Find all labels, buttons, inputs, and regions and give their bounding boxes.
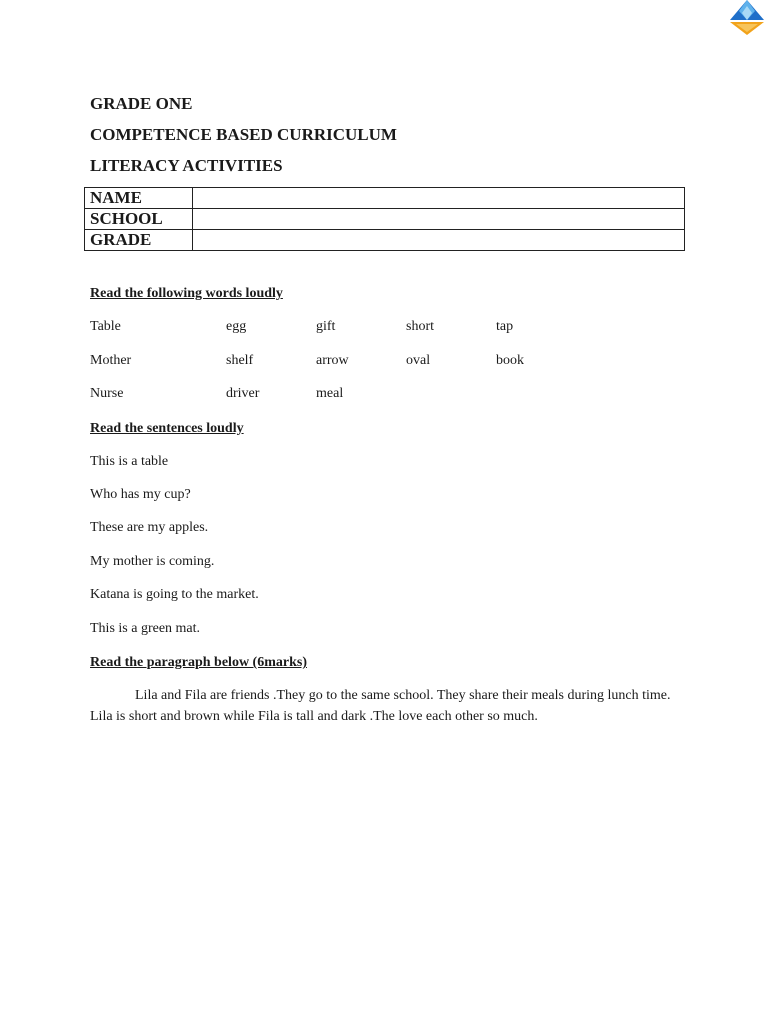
- info-value-grade[interactable]: [193, 230, 685, 251]
- sentence: Katana is going to the market.: [90, 587, 259, 602]
- word: Table: [90, 319, 121, 334]
- heading-curriculum: COMPETENCE BASED CURRICULUM: [90, 125, 397, 144]
- word: oval: [406, 353, 431, 368]
- reading-paragraph: Lila and Fila are friends .They go to the same school. They share their meals during lunch time. Lila is short and brown while Fila is tall and dark .The love each other so much.: [90, 688, 671, 724]
- word: meal: [316, 386, 344, 401]
- word: Nurse: [90, 386, 124, 401]
- word: driver: [226, 386, 260, 401]
- sentence: This is a table: [90, 454, 169, 469]
- sentence: These are my apples.: [90, 520, 209, 535]
- info-label-school: SCHOOL: [85, 209, 193, 230]
- sentences-section-title: Read the sentences loudly: [90, 421, 244, 436]
- student-info-table: [84, 187, 685, 251]
- info-label-grade: GRADE: [85, 230, 193, 251]
- paragraph-section-title: Read the paragraph below (6marks): [90, 655, 307, 670]
- word: short: [406, 319, 434, 334]
- word: book: [496, 353, 524, 368]
- sentence: My mother is coming.: [90, 554, 215, 569]
- pyramid-logo-icon: [726, 0, 768, 38]
- sentence: Who has my cup?: [90, 487, 191, 502]
- word: arrow: [316, 353, 349, 368]
- word: gift: [316, 319, 336, 334]
- info-row-grade: [85, 230, 685, 251]
- word: shelf: [226, 353, 254, 368]
- info-value-school[interactable]: [193, 209, 685, 230]
- info-row-school: [85, 209, 685, 230]
- word: egg: [226, 319, 247, 334]
- info-value-name[interactable]: [193, 188, 685, 209]
- words-section-title: Read the following words loudly: [90, 286, 283, 301]
- heading-grade: GRADE ONE: [90, 94, 193, 113]
- info-label-name: NAME: [85, 188, 193, 209]
- word: Mother: [90, 353, 132, 368]
- word: tap: [496, 319, 514, 334]
- heading-activities: LITERACY ACTIVITIES: [90, 156, 283, 175]
- sentence: This is a green mat.: [90, 621, 201, 636]
- info-row-name: [85, 188, 685, 209]
